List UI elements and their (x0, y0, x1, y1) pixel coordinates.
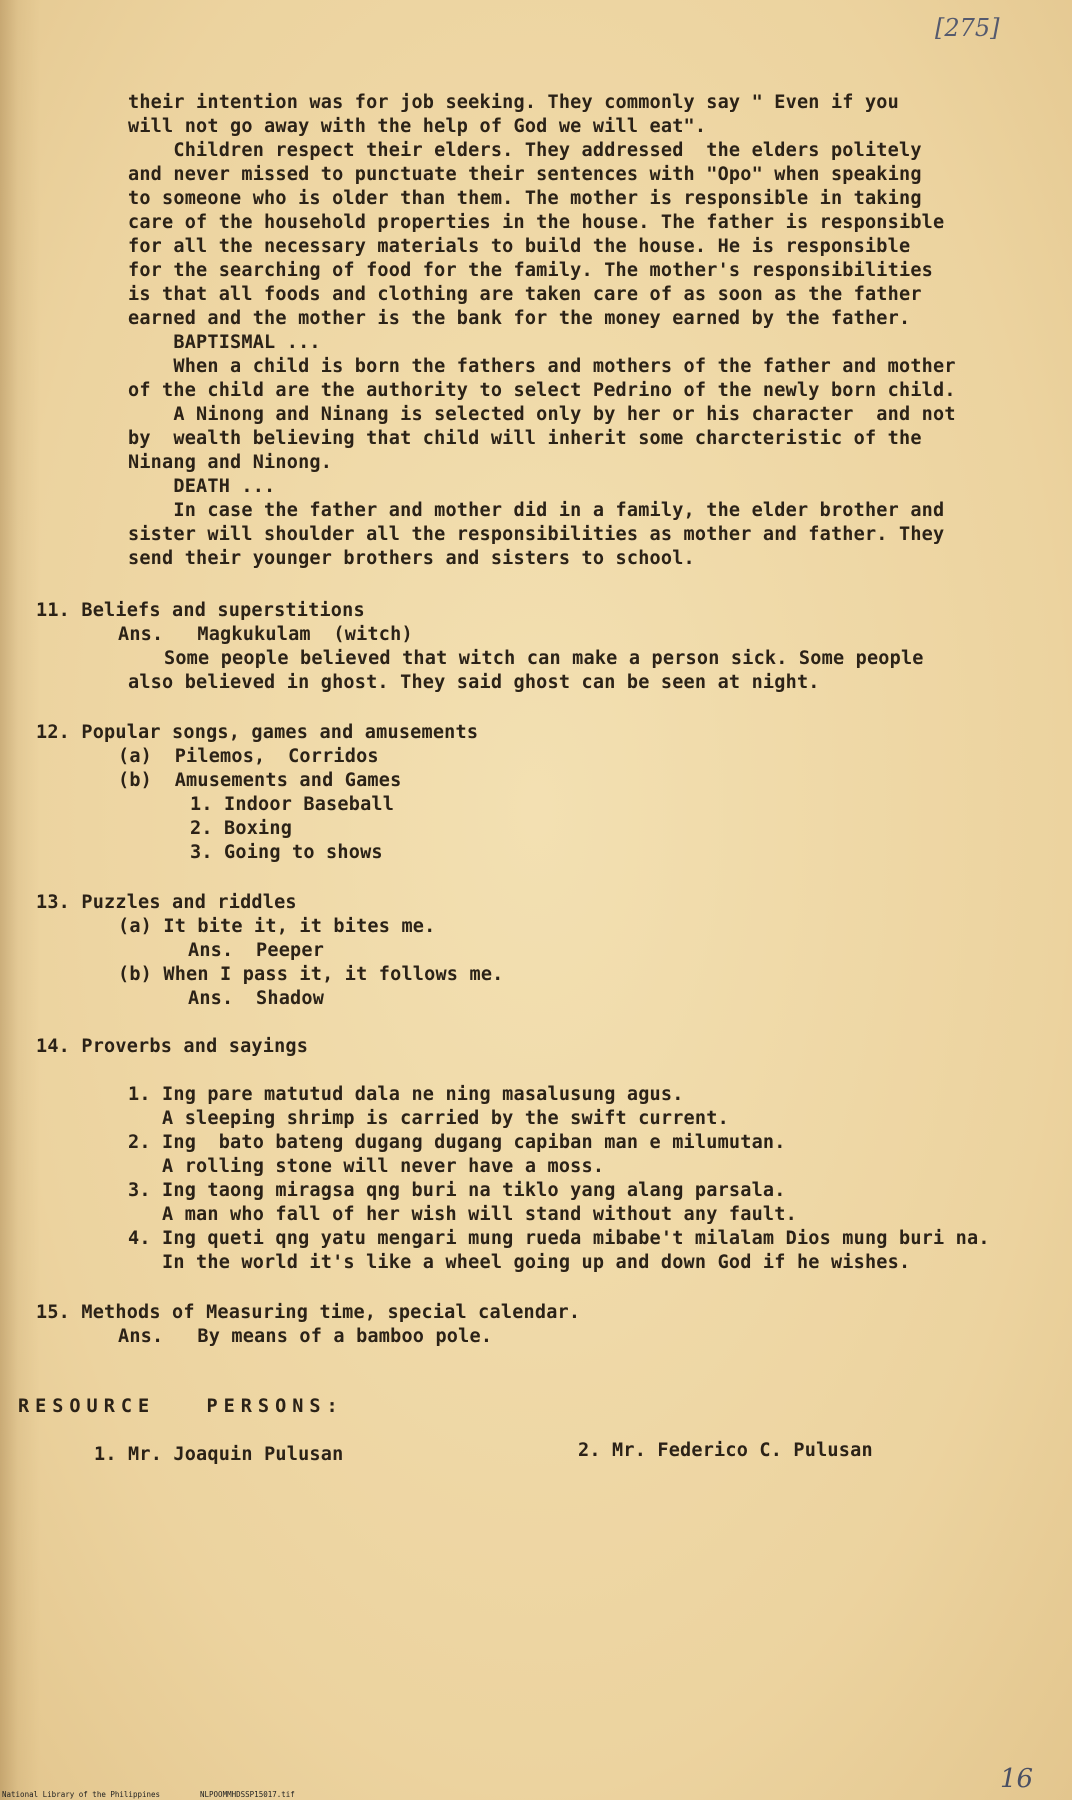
section-12-heading: 12. Popular songs, games and amusements (36, 722, 479, 743)
intro-line-heading: DEATH ... (128, 476, 276, 497)
intro-line: is that all foods and clothing are taken care of as soon as the father (128, 284, 922, 305)
intro-line: In case the father and mother did in a family, the elder brother and (128, 500, 945, 521)
riddle-b-answer: Ans. Shadow (188, 988, 325, 1009)
intro-line: and never missed to punctuate their sentences with "Opo" when speaking (128, 164, 922, 185)
section-12-subitem: 2. Boxing (190, 818, 293, 839)
page-number: 16 (1000, 1764, 1034, 1794)
intro-line: will not go away with the help of God we will eat". (128, 116, 707, 137)
proverb-line: A rolling stone will never have a moss. (128, 1156, 605, 1177)
proverb-line: 1. Ing pare matutud dala ne ning masalusung agus. (128, 1084, 684, 1105)
page-reference: [275] (935, 14, 1000, 42)
section-12-item-a: (a) Pilemos, Corridos (118, 746, 379, 767)
intro-line: for the searching of food for the family. The mother's responsibilities (128, 260, 933, 281)
section-13-heading: 13. Puzzles and riddles (36, 892, 297, 913)
intro-line: send their younger brothers and sisters to school. (128, 548, 695, 569)
proverb-line: A man who fall of her wish will stand without any fault. (128, 1204, 797, 1225)
intro-line: A Ninong and Ninang is selected only by her or his character and not (128, 404, 956, 425)
proverb-line: 2. Ing bato bateng dugang dugang capiban man e milumutan. (128, 1132, 786, 1153)
intro-line: to someone who is older than them. The mother is responsible in taking (128, 188, 922, 209)
intro-line: care of the household properties in the house. The father is responsible (128, 212, 945, 233)
proverb-line: 4. Ing queti qng yatu mengari mung rueda mibabe't milalam Dios mung buri na. (128, 1228, 990, 1249)
riddle-a: (a) It bite it, it bites me. (118, 916, 436, 937)
section-11-heading: 11. Beliefs and superstitions (36, 600, 365, 621)
intro-line-heading: BAPTISMAL ... (128, 332, 321, 353)
section-15-answer: Ans. By means of a bamboo pole. (118, 1326, 493, 1347)
section-11-line: also believed in ghost. They said ghost can be seen at night. (128, 672, 820, 693)
resource-person-1: 1. Mr. Joaquin Pulusan (94, 1444, 344, 1465)
intro-line: by wealth believing that child will inherit some charcteristic of the (128, 428, 922, 449)
intro-line: Children respect their elders. They addressed the elders politely (128, 140, 922, 161)
section-14-heading: 14. Proverbs and sayings (36, 1036, 309, 1057)
intro-line: When a child is born the fathers and mothers of the father and mother (128, 356, 956, 377)
footer-archive: National Library of the Philippines (2, 1790, 161, 1799)
proverb-line: 3. Ing taong miragsa qng buri na tiklo yang alang parsala. (128, 1180, 786, 1201)
proverb-line: A sleeping shrimp is carried by the swift current. (128, 1108, 729, 1129)
intro-line: sister will shoulder all the responsibilities as mother and father. They (128, 524, 945, 545)
intro-line: for all the necessary materials to build the house. He is responsible (128, 236, 911, 257)
riddle-b: (b) When I pass it, it follows me. (118, 964, 504, 985)
section-12-subitem: 3. Going to shows (190, 842, 383, 863)
section-11-answer: Ans. Magkukulam (witch) (118, 624, 413, 645)
proverb-line: In the world it's like a wheel going up and down God if he wishes. (128, 1252, 911, 1273)
resource-persons-label: RESOURCE PERSONS: (18, 1396, 344, 1417)
intro-line: earned and the mother is the bank for the money earned by the father. (128, 308, 911, 329)
intro-line: Ninang and Ninong. (128, 452, 333, 473)
section-12-item-b: (b) Amusements and Games (118, 770, 402, 791)
section-15-heading: 15. Methods of Measuring time, special calendar. (36, 1302, 581, 1323)
section-12-subitem: 1. Indoor Baseball (190, 794, 395, 815)
intro-line: their intention was for job seeking. They commonly say " Even if you (128, 92, 899, 113)
footer-filename: NLPOOMMHDSSP15017.tif (200, 1790, 295, 1799)
resource-person-2: 2. Mr. Federico C. Pulusan (578, 1440, 873, 1461)
intro-line: of the child are the authority to select Pedrino of the newly born child. (128, 380, 956, 401)
riddle-a-answer: Ans. Peeper (188, 940, 325, 961)
section-11-line: Some people believed that witch can make a person sick. Some people (164, 648, 924, 669)
